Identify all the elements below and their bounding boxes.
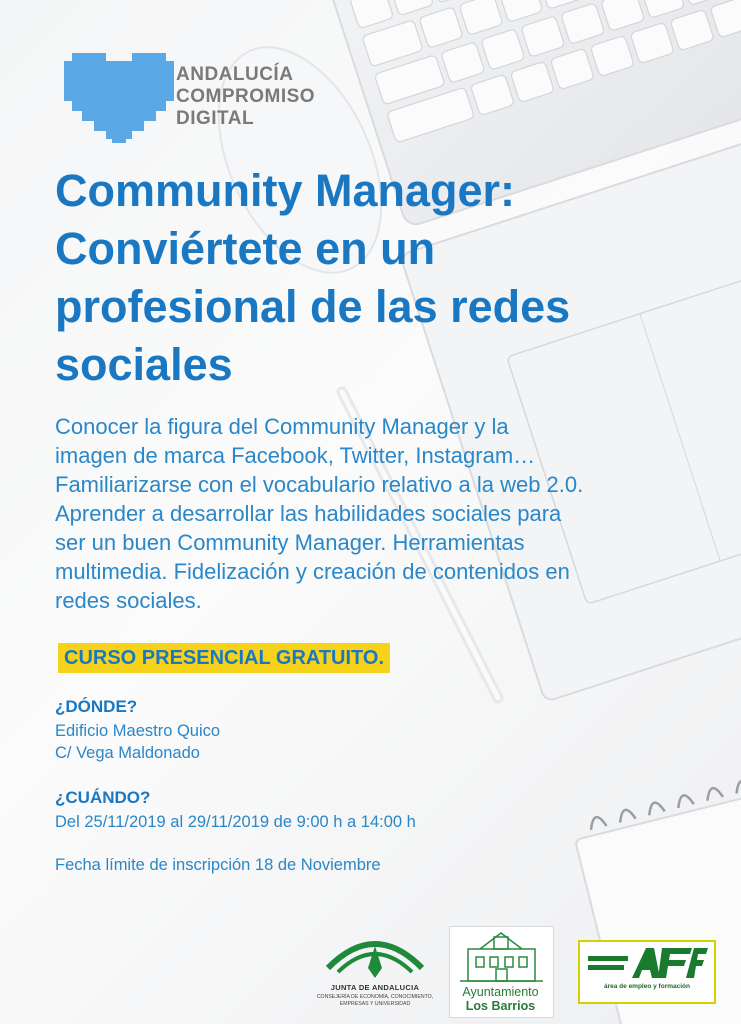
description-line-6: multimedia. Fidelización y creación de contenidos en: [55, 559, 570, 584]
aef-subtitle: área de empleo y formación: [604, 983, 690, 990]
registration-deadline: Fecha límite de inscripción 18 de Noviembre: [55, 856, 381, 874]
logo-line-2: COMPROMISO: [176, 86, 316, 107]
where-heading: ¿DÓNDE?: [55, 697, 138, 716]
description-line-7: redes sociales.: [55, 588, 202, 613]
title-line-2: Conviértete en un: [55, 223, 436, 274]
junta-department-line-1: CONSEJERÍA DE ECONOMÍA, CONOCIMIENTO,: [316, 994, 434, 1000]
aef-logo-frame: [578, 940, 716, 1004]
ayuntamiento-name: [449, 985, 552, 1013]
page-title: [55, 162, 725, 394]
junta-department-line-2: EMPRESAS Y UNIVERSIDAD: [339, 1001, 411, 1007]
junta-department: [306, 994, 444, 1008]
aef-logo-icon: [580, 942, 714, 984]
description-line-5: ser un buen Community Manager. Herramientas: [55, 530, 525, 555]
where-line-street: C/ Vega Maldonado: [55, 744, 200, 762]
junta-andalucia-name: JUNTA DE ANDALUCIA: [330, 983, 420, 992]
description-line-1: Conocer la figura del Community Manager y la: [55, 414, 509, 439]
ayuntamiento-line-2: Los Barrios: [465, 999, 536, 1013]
title-line-3: profesional de las redes: [55, 281, 571, 332]
where-line-building: Edificio Maestro Quico: [55, 722, 221, 740]
pixel-heart-logo-icon: [64, 53, 174, 143]
brand-logo-text: [176, 64, 315, 130]
town-hall-icon: [450, 927, 553, 985]
course-description: [55, 412, 725, 615]
free-course-badge: CURSO PRESENCIAL GRATUITO.: [58, 643, 390, 673]
logo-line-3: DIGITAL: [176, 108, 255, 129]
title-line-1: Community Manager:: [55, 165, 516, 216]
ayuntamiento-line-1: Ayuntamiento: [462, 985, 539, 999]
title-line-4: sociales: [55, 339, 233, 390]
when-dates: Del 25/11/2019 al 29/11/2019 de 9:00 h a 14:00 h: [55, 813, 416, 831]
description-line-3: Familiarizarse con el vocabulario relativo a la web 2.0.: [55, 472, 584, 497]
description-line-4: Aprender a desarrollar las habilidades sociales para: [55, 501, 562, 526]
when-heading: ¿CUÁNDO?: [55, 788, 151, 807]
logo-line-1: ANDALUCÍA: [176, 64, 294, 85]
description-line-2: imagen de marca Facebook, Twitter, Instagram…: [55, 443, 536, 468]
